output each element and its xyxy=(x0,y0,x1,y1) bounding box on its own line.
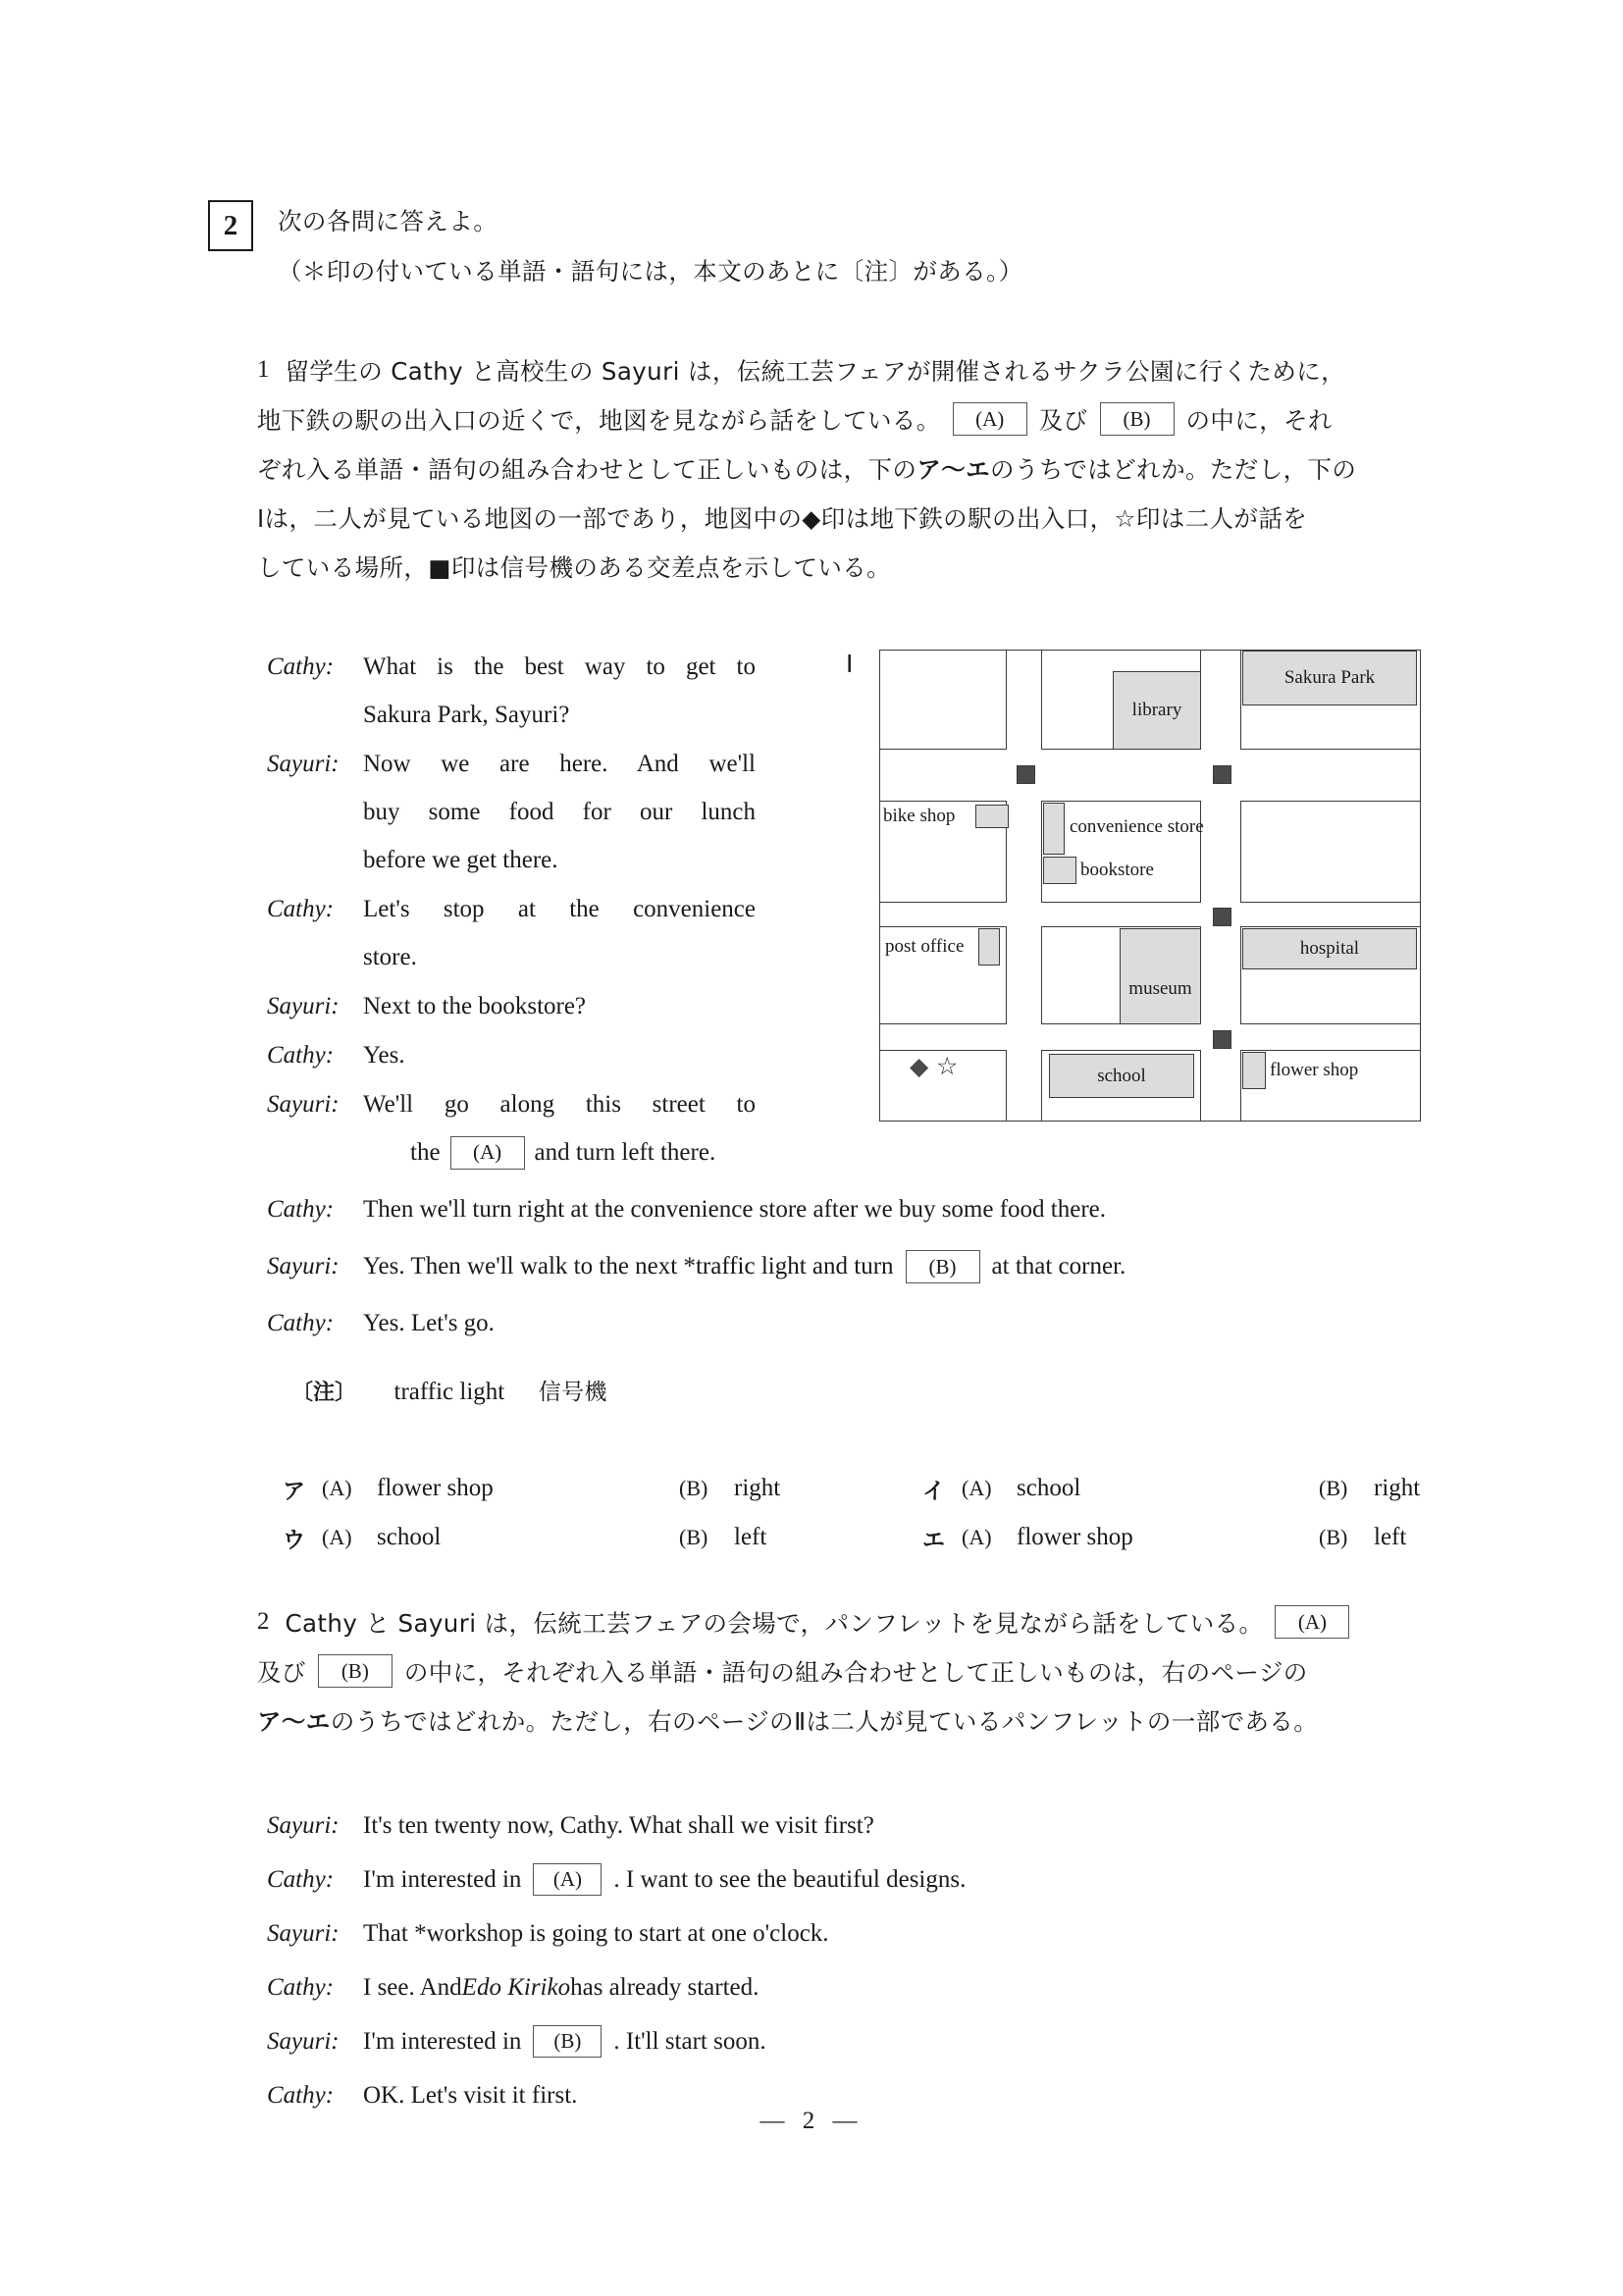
utterance-line: Then we'll turn right at the convenience store after we buy some food there. xyxy=(363,1196,1107,1223)
dialogue-row xyxy=(267,1803,1395,1848)
answer-blank-a[interactable]: (A) xyxy=(533,1863,602,1896)
problem2-intro-text-2: 及び xyxy=(257,1657,306,1687)
traffic-light-marker xyxy=(1213,765,1231,784)
problem1-blank-a-ref[interactable]: (A) xyxy=(953,402,1027,436)
choice-key: ア xyxy=(283,1478,305,1504)
building-sakura-park: Sakura Park xyxy=(1242,651,1417,705)
problem1-intro-choices-range: ア～エ xyxy=(916,454,991,484)
utterance-line: That *workshop is going to start at one o'clock. xyxy=(363,1920,829,1947)
speaker-name: Sayuri: xyxy=(267,1920,340,1947)
problem1-dialogue xyxy=(267,643,816,1177)
traffic-light-marker xyxy=(1017,765,1035,784)
problem1-marker: 1 xyxy=(257,356,270,383)
utterance-suffix: has already started. xyxy=(570,1974,759,2001)
speaker-name: Cathy: xyxy=(267,1310,335,1336)
dialogue-row xyxy=(267,1187,1435,1232)
choice-a-label: (A) xyxy=(962,1476,992,1500)
speaker-name: Sayuri: xyxy=(267,993,340,1019)
utterance-line: before we get there. xyxy=(363,847,558,873)
dialogue-row xyxy=(267,1965,1395,2009)
map-block xyxy=(879,650,1007,750)
problem1-choices xyxy=(283,1464,1421,1562)
problem1-intro-line-1 xyxy=(257,345,1427,394)
problem2-intro-line-3 xyxy=(257,1696,1435,1745)
blank-prefix: the xyxy=(410,1139,441,1166)
utterance-line: Yes. xyxy=(363,1042,405,1069)
header-note-instruction: （＊印の付いている単語・語句には，本文のあとに〔注〕がある。） xyxy=(278,257,1023,286)
speaker-name: Cathy: xyxy=(267,1866,335,1893)
utterance-line: Next to the bookstore? xyxy=(363,993,587,1019)
choice-b-value: left xyxy=(1374,1524,1407,1550)
choice-key: ウ xyxy=(283,1527,305,1553)
utterance-suffix: at that corner. xyxy=(991,1253,1126,1279)
choice-a-label: (A) xyxy=(962,1525,992,1549)
choice-a-label: (A) xyxy=(322,1525,352,1549)
speaker-name: Sayuri: xyxy=(267,1253,340,1279)
dialogue-row xyxy=(267,982,816,1030)
problem2-blank-a-ref[interactable]: (A) xyxy=(1275,1605,1349,1639)
problem1-intro-line-2 xyxy=(257,394,1427,444)
speaker-name: Sayuri: xyxy=(267,1812,340,1839)
utterance-prefix: Yes. Then we'll walk to the next *traffic light and turn xyxy=(363,1253,894,1279)
answer-blank-b[interactable]: (B) xyxy=(906,1250,980,1283)
problem2-dialogue xyxy=(267,1803,1395,2127)
answer-blank-b[interactable]: (B) xyxy=(533,2025,602,2058)
speaker-name: Cathy: xyxy=(267,1974,335,2001)
choice-a-label: (A) xyxy=(322,1476,352,1500)
building-bookstore-swatch xyxy=(1043,857,1076,884)
speaker-name: Cathy: xyxy=(267,1042,335,1069)
dialogue-row xyxy=(267,1911,1395,1956)
dialogue-row xyxy=(267,1857,1395,1902)
choice-option-a2[interactable] xyxy=(922,1473,1501,1505)
problem2-marker: 2 xyxy=(257,1608,270,1635)
page-number: — 2 — xyxy=(759,2108,864,2134)
building-convenience-store-label: convenience store xyxy=(1070,816,1204,837)
problem1-blank-b-ref[interactable]: (B) xyxy=(1100,402,1175,436)
building-hospital: hospital xyxy=(1242,928,1417,969)
problem1-intro-text-2: 地下鉄の駅の出入口の近くで，地図を見ながら話をしている。 xyxy=(257,405,941,435)
header-instruction: 次の各問に答えよ。 xyxy=(278,207,498,235)
dialogue-row xyxy=(267,1301,1435,1346)
building-school: school xyxy=(1049,1054,1194,1098)
note-meaning: 信号機 xyxy=(538,1380,607,1405)
utterance-line: We'll go along this street to xyxy=(363,1091,756,1118)
dialogue-row xyxy=(267,643,816,739)
choice-option-a1[interactable] xyxy=(283,1473,862,1505)
choice-b-value: left xyxy=(734,1524,767,1550)
problem2-intro-text-1: Cathy と Sayuri は，伝統工芸フェアの会場で，パンフレットを見ながら話をしている。 xyxy=(285,1608,1264,1638)
problem1-intro-text-1: 留学生の Cathy と高校生の Sayuri は，伝統工芸フェアが開催されるサクラ公園に行くために， xyxy=(285,356,1346,386)
problem1-intro-text-3: 及び xyxy=(1038,405,1088,435)
dialogue-row xyxy=(267,1031,816,1079)
problem2-intro-text-3: の中に，それぞれ入る単語・語句の組み合わせとして正しいものは，右のページの xyxy=(403,1657,1308,1687)
problem1-intro-text-6: のうちではどれか。ただし，下の xyxy=(990,454,1357,484)
speaker-name: Cathy: xyxy=(267,1196,335,1223)
traffic-light-marker xyxy=(1213,1030,1231,1049)
speaker-name: Sayuri: xyxy=(267,751,340,777)
choice-row xyxy=(283,1464,1421,1513)
problem2-intro-choices-range: ア～エ xyxy=(257,1706,331,1736)
note-label: 〔注〕 xyxy=(291,1381,357,1405)
problem1-intro-text-7: Ⅰは，二人が見ている地図の一部であり，地図中の◆印は地下鉄の駅の出入口，☆印は二人が話を xyxy=(257,503,1308,533)
problem1-intro-line-5 xyxy=(257,542,1427,591)
utterance-line: OK. Let's visit it first. xyxy=(363,2082,578,2109)
utterance-suffix: . It'll start soon. xyxy=(613,2028,766,2055)
dialogue-row xyxy=(267,885,816,981)
building-bookstore-label: bookstore xyxy=(1080,860,1154,880)
problem1-note xyxy=(291,1374,607,1406)
utterance-line: Yes. Let's go. xyxy=(363,1310,495,1336)
building-convenience-store-swatch xyxy=(1043,803,1065,855)
building-flower-shop-label: flower shop xyxy=(1270,1060,1359,1080)
choice-b-value: right xyxy=(734,1475,781,1501)
building-library: library xyxy=(1113,671,1201,750)
speaker-name: Cathy: xyxy=(267,896,335,922)
utterance-line: It's ten twenty now, Cathy. What shall we visit first? xyxy=(363,1812,874,1839)
choice-b-value: right xyxy=(1374,1475,1421,1501)
traffic-light-marker xyxy=(1213,908,1231,926)
problem1-intro-line-4 xyxy=(257,493,1427,542)
dialogue-row xyxy=(267,740,816,884)
map-figure-label: Ⅰ xyxy=(846,652,854,678)
choice-a-value: school xyxy=(377,1524,442,1550)
utterance-line: Sakura Park, Sayuri? xyxy=(363,702,570,728)
utterance-prefix: I see. And xyxy=(363,1974,462,2001)
problem1-intro-line-3 xyxy=(257,444,1427,493)
speaker-name: Sayuri: xyxy=(267,2028,340,2055)
utterance-prefix: I'm interested in xyxy=(363,2028,522,2055)
dialogue-row xyxy=(267,2019,1395,2063)
choice-b-label: (B) xyxy=(679,1525,708,1549)
utterance-prefix: I'm interested in xyxy=(363,1866,522,1893)
choice-option-a4[interactable] xyxy=(922,1522,1501,1554)
problem1-dialogue-wide xyxy=(267,1187,1435,1358)
speaker-name: Cathy: xyxy=(267,653,335,680)
problem1-intro xyxy=(257,345,1427,591)
utterance-line: Let's stop at the convenience xyxy=(363,896,756,922)
problem1-intro-text-8: している場所，■印は信号機のある交差点を示している。 xyxy=(257,552,892,582)
choice-b-label: (B) xyxy=(679,1476,708,1500)
choice-b-label: (B) xyxy=(1319,1525,1348,1549)
blank-suffix: and turn left there. xyxy=(534,1139,716,1166)
choice-key: エ xyxy=(922,1527,945,1553)
speaker-name: Cathy: xyxy=(267,2082,335,2109)
map-block xyxy=(1240,801,1421,903)
utterance-line: store. xyxy=(363,944,417,970)
utterance-line: Now we are here. And we'll xyxy=(363,751,756,777)
dialogue-row xyxy=(267,1080,816,1176)
choice-key: イ xyxy=(922,1478,945,1504)
question-number-box: 2 xyxy=(208,200,253,251)
problem1-intro-text-4: の中に，それ xyxy=(1185,405,1333,435)
answer-blank-a[interactable]: (A) xyxy=(450,1136,525,1170)
choice-b-label: (B) xyxy=(1319,1476,1348,1500)
problem2-intro-line-1 xyxy=(257,1597,1435,1646)
utterance-line: What is the best way to get to xyxy=(363,653,756,680)
station-exit-icon: ◆ xyxy=(910,1054,929,1080)
building-museum xyxy=(1120,928,1201,1024)
problem2-intro xyxy=(257,1597,1435,1745)
building-post-office-swatch xyxy=(978,928,1000,965)
problem1-intro-text-5: ぞれ入る単語・語句の組み合わせとして正しいものは，下の xyxy=(257,454,917,484)
note-term: traffic light xyxy=(393,1379,505,1405)
choice-a-value: flower shop xyxy=(1017,1524,1133,1550)
choice-row xyxy=(283,1513,1407,1562)
choice-a-value: school xyxy=(1017,1475,1081,1501)
building-post-office-label: post office xyxy=(885,936,965,957)
building-museum-label: museum xyxy=(1128,978,1192,999)
map-figure xyxy=(879,650,1421,1122)
utterance-suffix: . I want to see the beautiful designs. xyxy=(613,1866,967,1893)
speaker-name: Sayuri: xyxy=(267,1091,340,1118)
problem2-intro-text-4: のうちではどれか。ただし，右のページのⅡは二人が見ているパンフレットの一部である。 xyxy=(330,1706,1319,1736)
utterance-line: buy some food for our lunch xyxy=(363,799,756,825)
building-flower-shop-swatch xyxy=(1242,1052,1266,1089)
choice-a-value: flower shop xyxy=(377,1475,494,1501)
problem2-blank-b-ref[interactable]: (B) xyxy=(318,1654,393,1688)
talking-spot-icon: ☆ xyxy=(936,1054,959,1080)
building-bike-shop-swatch xyxy=(975,805,1009,828)
dialogue-row xyxy=(267,1244,1435,1289)
problem2-intro-line-2 xyxy=(257,1646,1435,1696)
utterance-line-with-blank xyxy=(363,1128,756,1176)
craft-name-edo-kiriko: Edo Kiriko xyxy=(461,1974,571,2001)
building-bike-shop-label: bike shop xyxy=(883,806,956,826)
choice-option-a3[interactable] xyxy=(283,1522,862,1554)
